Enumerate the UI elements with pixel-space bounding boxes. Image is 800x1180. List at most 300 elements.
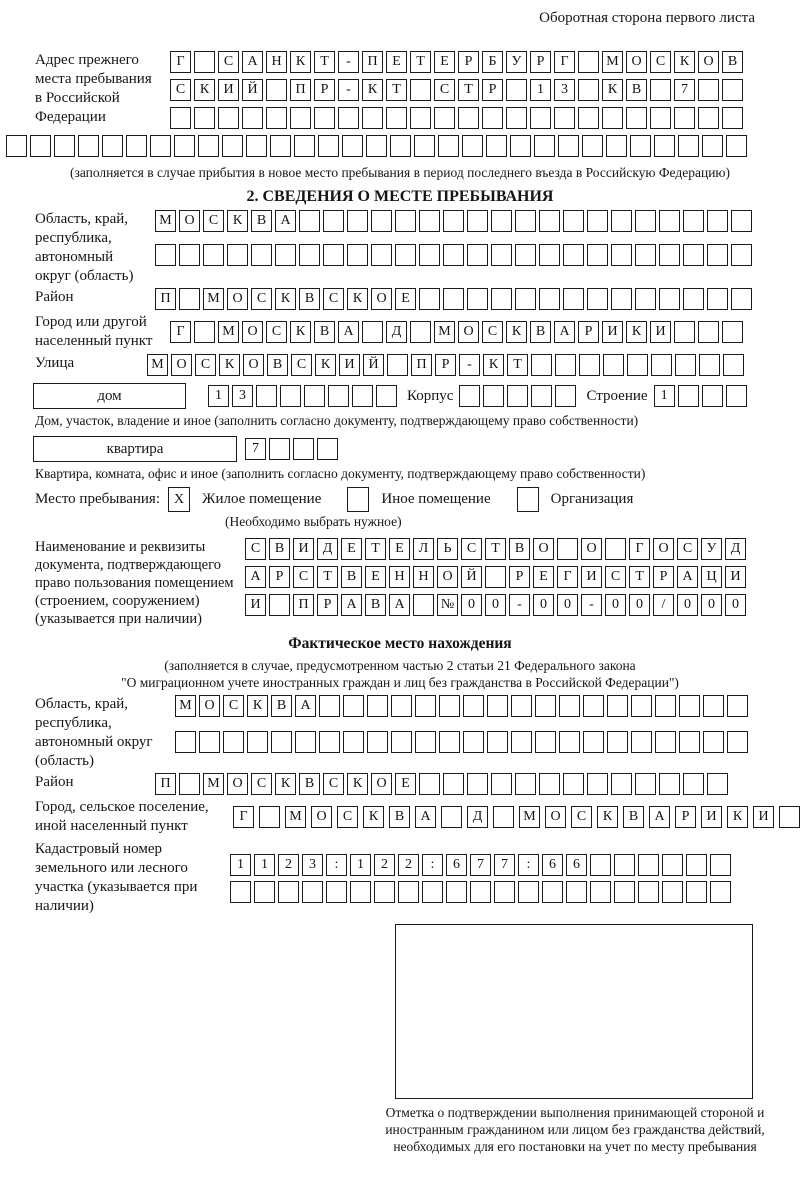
char-box — [698, 321, 719, 343]
char-box: - — [509, 594, 530, 616]
char-box — [779, 806, 800, 828]
char-box — [319, 695, 340, 717]
char-box — [443, 244, 464, 266]
char-box — [679, 695, 700, 717]
char-box: 1 — [530, 79, 551, 101]
char-box — [319, 731, 340, 753]
char-box: Д — [317, 538, 338, 560]
char-box — [679, 731, 700, 753]
char-box: 7 — [470, 854, 491, 876]
char-box: С — [245, 538, 266, 560]
char-box: Г — [170, 321, 191, 343]
char-box — [270, 135, 291, 157]
ulitsa-block — [35, 354, 800, 376]
char-box — [443, 210, 464, 232]
char-box — [275, 244, 296, 266]
char-box: П — [155, 773, 176, 795]
char-box — [731, 244, 752, 266]
char-box: М — [203, 288, 224, 310]
char-box — [635, 773, 656, 795]
char-box — [251, 244, 272, 266]
char-box — [606, 135, 627, 157]
char-box: С — [218, 51, 239, 73]
char-box: 7 — [494, 854, 515, 876]
char-box: П — [411, 354, 432, 376]
char-box — [376, 385, 397, 407]
char-box — [655, 731, 676, 753]
char-box — [611, 773, 632, 795]
char-box — [439, 731, 460, 753]
char-box — [587, 244, 608, 266]
char-box — [487, 731, 508, 753]
char-box: Н — [389, 566, 410, 588]
char-box — [683, 773, 704, 795]
char-box: И — [701, 806, 722, 828]
char-box — [563, 773, 584, 795]
char-box: И — [581, 566, 602, 588]
char-box — [199, 731, 220, 753]
char-box — [419, 773, 440, 795]
char-box — [222, 135, 243, 157]
char-box: К — [362, 79, 383, 101]
char-box — [367, 731, 388, 753]
char-box: К — [674, 51, 695, 73]
char-box: В — [365, 594, 386, 616]
char-box — [54, 135, 75, 157]
char-box: С — [195, 354, 216, 376]
checkbox-organizatsiya — [517, 487, 539, 512]
char-box — [726, 385, 747, 407]
fact-rayon-row — [155, 773, 728, 795]
choose-note: (Необходимо выбрать нужное) — [225, 514, 402, 529]
char-box — [590, 854, 611, 876]
fact-gorod-row — [233, 806, 800, 828]
char-box — [722, 79, 743, 101]
char-box: С — [461, 538, 482, 560]
char-box — [662, 854, 683, 876]
char-box: С — [170, 79, 191, 101]
char-box — [203, 244, 224, 266]
char-box — [578, 107, 599, 129]
char-box: 1 — [654, 385, 675, 407]
char-box: К — [227, 210, 248, 232]
prev-address-rows — [170, 51, 743, 129]
char-box — [611, 210, 632, 232]
dom-caption: Дом, участок, владение и иное (заполнить согласно документу, подтверждающему право собственности) — [35, 413, 639, 428]
char-box: М — [285, 806, 306, 828]
char-box — [582, 135, 603, 157]
char-box — [299, 244, 320, 266]
char-box: Д — [386, 321, 407, 343]
char-box — [259, 806, 280, 828]
char-box — [674, 321, 695, 343]
char-box — [614, 854, 635, 876]
char-box: К — [626, 321, 647, 343]
char-box: И — [725, 566, 746, 588]
fact-rayon-label: Район — [35, 774, 74, 790]
char-box: В — [299, 288, 320, 310]
gorod-row — [170, 321, 743, 343]
char-box — [491, 244, 512, 266]
char-box — [559, 731, 580, 753]
char-box — [485, 566, 506, 588]
char-box: Г — [557, 566, 578, 588]
stamp-area — [355, 924, 795, 1155]
char-box — [441, 806, 462, 828]
char-box: Е — [533, 566, 554, 588]
char-box: А — [554, 321, 575, 343]
char-box — [254, 881, 275, 903]
char-box — [703, 731, 724, 753]
fact-subtitle-1: (заполняется в случае, предусмотренном частью 2 статьи 21 Федерального закона — [164, 658, 636, 673]
char-box — [603, 354, 624, 376]
char-box: Р — [530, 51, 551, 73]
char-box: Р — [675, 806, 696, 828]
stroenie-cells — [654, 385, 747, 407]
char-box — [410, 107, 431, 129]
char-box — [493, 806, 514, 828]
char-box — [707, 244, 728, 266]
char-box: К — [194, 79, 215, 101]
char-box — [703, 695, 724, 717]
char-box — [371, 210, 392, 232]
char-box — [674, 107, 695, 129]
char-box: И — [245, 594, 266, 616]
char-box — [323, 210, 344, 232]
char-box: С — [605, 566, 626, 588]
char-box: - — [338, 79, 359, 101]
char-box — [722, 321, 743, 343]
char-box: К — [506, 321, 527, 343]
char-box: Г — [233, 806, 254, 828]
char-box — [675, 354, 696, 376]
char-box: Д — [725, 538, 746, 560]
char-box: 3 — [302, 854, 323, 876]
kadastr-block — [35, 840, 800, 916]
char-box: Т — [386, 79, 407, 101]
char-box — [587, 773, 608, 795]
char-box — [590, 881, 611, 903]
char-box — [362, 107, 383, 129]
char-box — [155, 244, 176, 266]
document-label: Наименование и реквизиты документа, подтверждающего право пользования помещением (строением, сооружением) (указывается при наличии) — [35, 539, 234, 627]
char-box — [179, 288, 200, 310]
char-box: М — [434, 321, 455, 343]
char-box — [295, 731, 316, 753]
char-box: 0 — [557, 594, 578, 616]
fact-oblast-label: Область, край, республика, автономный округ (область) — [35, 696, 153, 769]
char-box: М — [203, 773, 224, 795]
char-box — [486, 135, 507, 157]
char-box — [271, 731, 292, 753]
stroenie-label: Строение — [586, 387, 648, 404]
char-box — [343, 731, 364, 753]
fact-title: Фактическое место нахождения — [288, 635, 512, 652]
char-box — [323, 244, 344, 266]
char-box — [175, 731, 196, 753]
char-box — [638, 881, 659, 903]
char-box: К — [247, 695, 268, 717]
char-box — [686, 854, 707, 876]
char-box — [726, 135, 747, 157]
char-box — [506, 79, 527, 101]
char-box — [655, 695, 676, 717]
char-box: Е — [341, 538, 362, 560]
char-box — [256, 385, 277, 407]
char-box — [511, 695, 532, 717]
char-box — [510, 135, 531, 157]
char-box: А — [341, 594, 362, 616]
char-box — [515, 244, 536, 266]
char-box — [395, 244, 416, 266]
char-box — [491, 773, 512, 795]
char-box — [352, 385, 373, 407]
char-box: С — [434, 79, 455, 101]
char-box: О — [698, 51, 719, 73]
char-box — [398, 881, 419, 903]
char-box — [419, 244, 440, 266]
char-box — [194, 107, 215, 129]
char-box: 2 — [278, 854, 299, 876]
char-box — [563, 288, 584, 310]
char-box — [290, 107, 311, 129]
mesto-label: Место пребывания: — [35, 491, 160, 507]
char-box — [578, 51, 599, 73]
char-box: Г — [629, 538, 650, 560]
char-box: 3 — [554, 79, 575, 101]
char-box — [318, 135, 339, 157]
char-box — [587, 288, 608, 310]
char-box — [651, 354, 672, 376]
ulitsa-row — [147, 354, 744, 376]
char-box — [539, 244, 560, 266]
char-box: А — [415, 806, 436, 828]
char-box: В — [722, 51, 743, 73]
char-box — [459, 385, 480, 407]
char-box — [314, 107, 335, 129]
char-box: В — [389, 806, 410, 828]
char-box — [659, 210, 680, 232]
char-box: Т — [410, 51, 431, 73]
char-box — [722, 107, 743, 129]
char-box: 0 — [725, 594, 746, 616]
char-box — [410, 321, 431, 343]
char-box — [391, 731, 412, 753]
char-box: О — [171, 354, 192, 376]
char-box: А — [275, 210, 296, 232]
char-box: А — [649, 806, 670, 828]
document-row-1 — [245, 538, 746, 560]
char-box: Ь — [437, 538, 458, 560]
char-box — [635, 288, 656, 310]
char-box: В — [626, 79, 647, 101]
char-box: С — [266, 321, 287, 343]
char-box: О — [371, 773, 392, 795]
char-box — [299, 210, 320, 232]
char-box: К — [597, 806, 618, 828]
gorod-label: Город или другой населенный пункт — [35, 314, 153, 349]
char-box: 0 — [677, 594, 698, 616]
char-box — [659, 288, 680, 310]
kadastr-row-1 — [230, 854, 731, 876]
char-box: О — [533, 538, 554, 560]
char-box — [227, 244, 248, 266]
char-box — [699, 354, 720, 376]
korpus-cells — [459, 385, 576, 407]
char-box — [198, 135, 219, 157]
prev-address-block — [35, 51, 800, 129]
char-box — [247, 731, 268, 753]
char-box — [707, 773, 728, 795]
char-box — [515, 288, 536, 310]
char-box: Ц — [701, 566, 722, 588]
char-box — [631, 695, 652, 717]
char-box — [326, 881, 347, 903]
prev-address-row-2 — [170, 79, 743, 101]
char-box — [343, 695, 364, 717]
char-box: О — [437, 566, 458, 588]
char-box — [470, 881, 491, 903]
char-box: О — [242, 321, 263, 343]
char-box — [366, 135, 387, 157]
char-box — [531, 385, 552, 407]
char-box — [702, 385, 723, 407]
char-box — [635, 244, 656, 266]
char-box — [443, 288, 464, 310]
char-box — [727, 731, 748, 753]
char-box: 1 — [208, 385, 229, 407]
char-box — [638, 854, 659, 876]
char-box — [678, 135, 699, 157]
char-box: С — [323, 288, 344, 310]
char-box — [506, 107, 527, 129]
char-box: : — [326, 854, 347, 876]
char-box: И — [339, 354, 360, 376]
char-box: Г — [170, 51, 191, 73]
char-box: У — [506, 51, 527, 73]
dom-box: дом — [33, 383, 186, 409]
char-box — [126, 135, 147, 157]
char-box: С — [293, 566, 314, 588]
char-box: И — [218, 79, 239, 101]
char-box: Р — [435, 354, 456, 376]
char-box: : — [518, 854, 539, 876]
char-box: Е — [389, 538, 410, 560]
char-box: М — [218, 321, 239, 343]
checkbox-zhiloe-pomeshchenie: X — [168, 487, 190, 512]
char-box — [462, 135, 483, 157]
char-box — [605, 538, 626, 560]
document-row-3 — [245, 594, 746, 616]
char-box — [446, 881, 467, 903]
document-row-2 — [245, 566, 746, 588]
char-box: М — [602, 51, 623, 73]
option-inoe-label: Иное помещение — [381, 491, 491, 507]
char-box: М — [147, 354, 168, 376]
kvartira-cells — [245, 438, 338, 460]
char-box: В — [271, 695, 292, 717]
char-box: С — [251, 288, 272, 310]
rayon-label: Район — [35, 289, 74, 305]
char-box: 0 — [605, 594, 626, 616]
char-box: К — [602, 79, 623, 101]
char-box: В — [341, 566, 362, 588]
prev-address-row-1 — [170, 51, 743, 73]
fact-oblast-block — [35, 695, 800, 771]
char-box: Е — [434, 51, 455, 73]
kvartira-row — [33, 436, 800, 462]
char-box — [614, 881, 635, 903]
char-box — [391, 695, 412, 717]
char-box: Л — [413, 538, 434, 560]
oblast-row-1 — [155, 210, 752, 232]
fact-gorod-label: Город, сельское поселение, иной населенный пункт — [35, 799, 209, 834]
char-box — [218, 107, 239, 129]
char-box — [415, 695, 436, 717]
ulitsa-label: Улица — [35, 355, 75, 371]
char-box: С — [571, 806, 592, 828]
char-box — [179, 773, 200, 795]
char-box: С — [251, 773, 272, 795]
char-box — [554, 107, 575, 129]
char-box — [194, 321, 215, 343]
char-box — [723, 354, 744, 376]
char-box — [350, 881, 371, 903]
char-box: О — [311, 806, 332, 828]
char-box: О — [626, 51, 647, 73]
char-box: Е — [386, 51, 407, 73]
char-box: 6 — [446, 854, 467, 876]
mesto-prebyvaniya-row — [35, 487, 800, 512]
char-box: С — [291, 354, 312, 376]
char-box: Н — [266, 51, 287, 73]
char-box — [328, 385, 349, 407]
char-box: 7 — [674, 79, 695, 101]
gorod-block — [35, 313, 800, 351]
char-box — [491, 210, 512, 232]
char-box: К — [275, 773, 296, 795]
char-box — [246, 135, 267, 157]
char-box — [482, 107, 503, 129]
kadastr-row-2 — [230, 881, 731, 903]
char-box: С — [223, 695, 244, 717]
char-box: С — [203, 210, 224, 232]
checkbox-inoe-pomeshchenie — [347, 487, 369, 512]
char-box: Т — [485, 538, 506, 560]
char-box: П — [362, 51, 383, 73]
char-box: Т — [317, 566, 338, 588]
rayon-row — [155, 288, 752, 310]
char-box: 0 — [701, 594, 722, 616]
char-box: / — [653, 594, 674, 616]
char-box — [386, 107, 407, 129]
char-box — [439, 695, 460, 717]
fact-subtitle-2: "О миграционном учете иностранных граждан и лиц без гражданства в Российской Федерации") — [121, 675, 679, 690]
char-box: Н — [413, 566, 434, 588]
char-box: О — [199, 695, 220, 717]
char-box: И — [650, 321, 671, 343]
char-box: 6 — [566, 854, 587, 876]
char-box — [467, 773, 488, 795]
char-box — [278, 881, 299, 903]
char-box — [557, 538, 578, 560]
char-box — [579, 354, 600, 376]
char-box — [150, 135, 171, 157]
char-box — [702, 135, 723, 157]
char-box: В — [299, 773, 320, 795]
char-box — [683, 288, 704, 310]
char-box — [698, 79, 719, 101]
